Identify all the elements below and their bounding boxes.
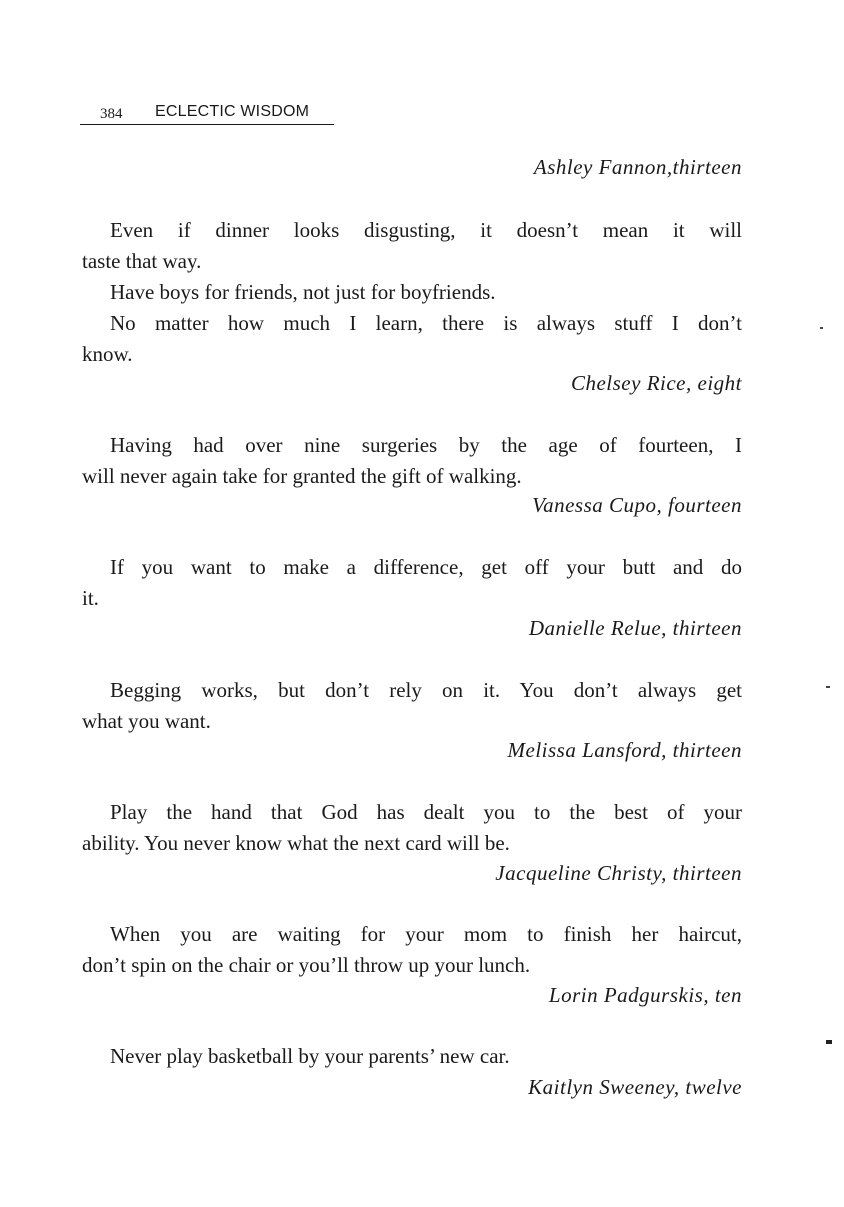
running-header <box>80 100 334 125</box>
quote-line: taste that way. <box>82 249 202 273</box>
attribution: Danielle Relue, thirteen <box>528 616 742 640</box>
quote-line: ability. You never know what the next card will be. <box>82 831 510 855</box>
quote-entry <box>82 797 742 859</box>
quote-line: Having had over nine surgeries by the age of fourteen, I <box>110 433 742 457</box>
attribution: Jacqueline Christy, thirteen <box>495 861 742 885</box>
quote-line: Begging works, but don’t rely on it. You don’t always get <box>110 678 742 702</box>
scan-speck <box>820 327 823 329</box>
quote-line: what you want. <box>82 709 211 733</box>
quote-line: know. <box>82 342 133 366</box>
quote-line: Even if dinner looks disgusting, it doesn’t mean it will <box>110 218 742 242</box>
attribution: Lorin Padgurskis, ten <box>548 983 742 1007</box>
quote-entry <box>82 919 742 981</box>
quote-line: If you want to make a difference, get off your butt and do <box>110 555 742 579</box>
scan-speck <box>826 1040 832 1044</box>
attribution: Chelsey Rice, eight <box>570 371 742 395</box>
quote-entry <box>82 675 742 737</box>
attribution: Vanessa Cupo, fourteen <box>532 493 742 517</box>
quote-entry <box>82 430 742 492</box>
attribution: Ashley Fannon,thirteen <box>533 155 742 179</box>
quote-entry <box>82 552 742 614</box>
page-number: 384 <box>100 106 123 122</box>
quote-line: When you are waiting for your mom to finish her haircut, <box>110 922 742 946</box>
quote-entry <box>82 215 742 370</box>
quote-line: No matter how much I learn, there is always stuff I don’t <box>110 311 742 335</box>
quote-line: Have boys for friends, not just for boyfriends. <box>110 280 496 304</box>
quote-line: Play the hand that God has dealt you to the best of your <box>110 800 742 824</box>
quote-entry <box>82 1041 742 1072</box>
scan-speck <box>826 686 830 688</box>
running-title: ECLECTIC WISDOM <box>155 103 310 120</box>
quote-line: Never play basketball by your parents’ new car. <box>110 1044 510 1068</box>
attribution: Melissa Lansford, thirteen <box>507 738 742 762</box>
attribution: Kaitlyn Sweeney, twelve <box>528 1075 742 1099</box>
quote-line: will never again take for granted the gift of walking. <box>82 464 522 488</box>
quote-line: don’t spin on the chair or you’ll throw up your lunch. <box>82 953 531 977</box>
quote-line: it. <box>82 586 99 610</box>
